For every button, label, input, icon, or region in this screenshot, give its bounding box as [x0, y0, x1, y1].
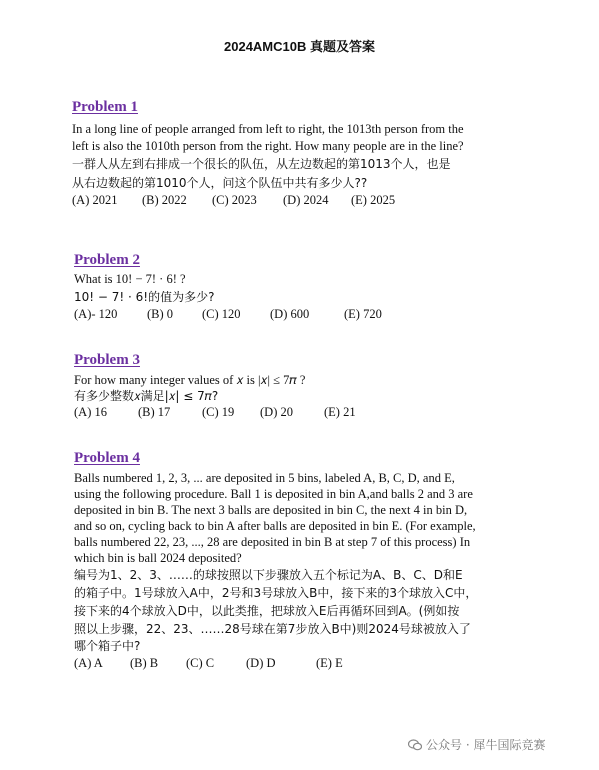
problem-1-text-line: In a long line of people arranged from left to right, the 1013th person from the: [72, 122, 464, 136]
problem-3-options: [74, 405, 356, 420]
problem-4-text-line: and so on, cycling back to bin A after balls are deposited in bin E. (For example,: [74, 519, 476, 533]
option-e: (E) E: [316, 656, 343, 670]
problem-4-text-line-cn: 哪个箱子中?: [74, 639, 141, 653]
page-title: 2024AMC10B 真题及答案: [224, 39, 375, 54]
problem-2-options: [74, 307, 382, 322]
problem-4-text-line-cn: 接下来的4个球放入D中，以此类推，把球放入E后再循环回到A。(例如按: [74, 604, 460, 618]
option-d: (D) D: [246, 656, 276, 670]
option-a: (A) A: [74, 656, 103, 670]
problem-2-text-line-cn: 10! − 7! · 6!的值为多少?: [74, 290, 215, 304]
problem-4-text-line: deposited in bin B. The next 3 balls are deposited in bin C, the next 4 in bin D,: [74, 503, 468, 517]
option-d: (D) 600: [270, 307, 310, 321]
problem-4-text-line-cn: 照以上步骤，22、23、……28号球在第7步放入B中)则2024号球被放入了: [74, 622, 471, 636]
option-c: (C) 120: [202, 307, 241, 321]
option-b: (B) 0: [147, 307, 174, 321]
watermark-text: 公众号 · 犀牛国际竞赛: [426, 738, 546, 752]
problem-4-text-line-cn: 的箱子中。1号球放入A中，2号和3号球放入B中，接下来的3个球放入C中，: [74, 586, 478, 600]
option-e: (E) 720: [344, 307, 382, 321]
option-e: (E) 2025: [351, 193, 396, 207]
problem-4-options: [74, 656, 343, 671]
wechat-icon: [408, 739, 422, 751]
problem-3-text-line-cn: 有多少整数𝑥满足|𝑥| ≤ 7𝜋?: [74, 389, 219, 403]
problem-2-text-line: What is 10! − 7! · 6! ?: [74, 272, 186, 286]
watermark: [408, 736, 545, 753]
option-e: (E) 21: [324, 405, 356, 419]
option-c: (C) 2023: [212, 193, 257, 207]
option-b: (B) 2022: [142, 193, 187, 207]
option-b: (B) B: [130, 656, 159, 670]
option-a: (A) 16: [74, 405, 107, 419]
problem-2-heading: Problem 2: [74, 252, 140, 268]
option-d: (D) 20: [260, 405, 293, 419]
option-c: (C) C: [186, 656, 215, 670]
problem-4-heading: Problem 4: [74, 450, 140, 466]
problem-4-text-line: which bin is ball 2024 deposited?: [74, 551, 242, 565]
problem-1-heading: Problem 1: [72, 99, 138, 115]
option-d: (D) 2024: [283, 193, 329, 207]
option-a: (A)- 120: [74, 307, 118, 321]
problem-1-text-line: left is also the 1010th person from the right. How many people are in the line?: [72, 139, 464, 153]
option-c: (C) 19: [202, 405, 235, 419]
problem-3-heading: Problem 3: [74, 352, 140, 368]
problem-1-text-line-cn: 从右边数起的第1010个人，问这个队伍中共有多少人??: [72, 176, 368, 190]
problem-4-text-line-cn: 编号为1、2、3、……的球按照以下步骤放入五个标记为A、B、C、D和E: [74, 568, 463, 582]
problem-1-text-line-cn: 一群人从左到右排成一个很长的队伍，从左边数起的第1013个人，也是: [72, 157, 451, 171]
option-b: (B) 17: [138, 405, 171, 419]
problem-4-text-line: using the following procedure. Ball 1 is deposited in bin A,and balls 2 and 3 are: [74, 487, 473, 501]
problem-4-text-line: balls numbered 22, 23, ..., 28 are deposited in bin B at step 7 of this process) In: [74, 535, 471, 549]
problem-1-options: [72, 193, 395, 208]
problem-3-text-line: For how many integer values of 𝑥 is |𝑥| ≤ 7𝜋 ?: [74, 373, 306, 387]
problem-4-text-line: Balls numbered 1, 2, 3, ... are deposited in 5 bins, labeled A, B, C, D, and E,: [74, 471, 455, 485]
option-a: (A) 2021: [72, 193, 118, 207]
